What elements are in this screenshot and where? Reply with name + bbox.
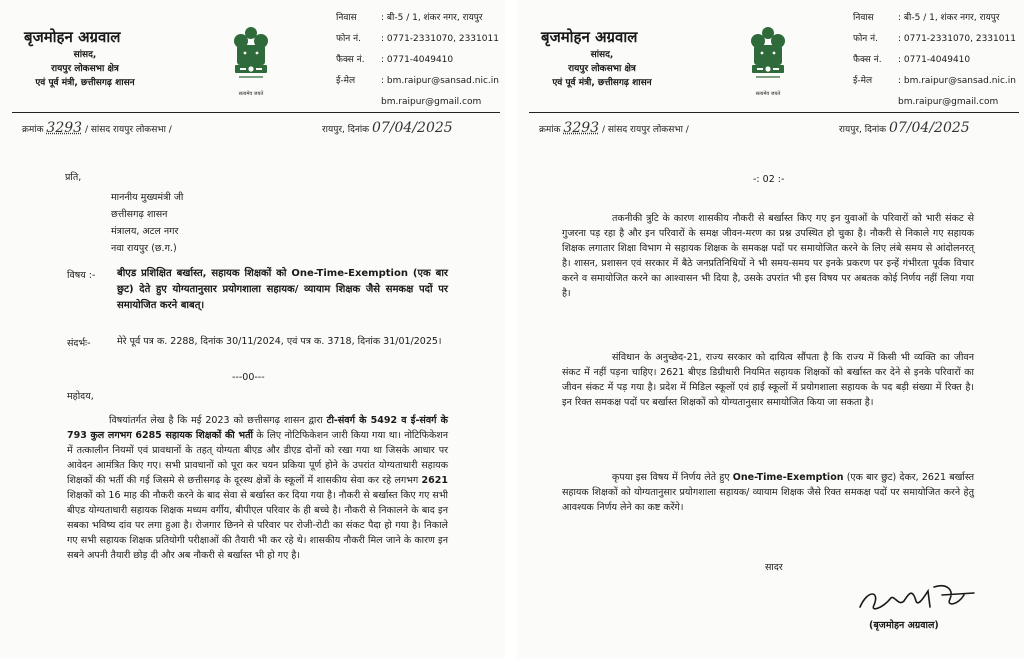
- letterhead-divider: [12, 112, 500, 113]
- email-value: : bm.raipur@sansad.nic.in: [898, 76, 1016, 86]
- reference-number: 3293: [563, 120, 600, 136]
- subject-text: बीएड प्रशिक्षित बर्खास्त, सहायक शिक्षकों को One-Time-Exemption (एक बार छुट) देते हुए योग्यतानुसार प्रयोगशाला सहायक/ व्यायाम शिक्षक जैसे समकक्ष पदों पर समायोजित करने बाबत्।: [117, 268, 448, 311]
- email-value-2: bm.raipur@gmail.com: [381, 97, 482, 107]
- reference-label: क्रमांक: [22, 125, 44, 135]
- address-value: : बी-5 / 1, शंकर नगर, रायपुर: [898, 13, 1000, 23]
- sender-constituency: रायपुर लोकसभा क्षेत्र: [568, 64, 636, 74]
- salutation: महोदय,: [67, 391, 94, 402]
- date-label: रायपुर, दिनांक: [839, 125, 887, 135]
- email-label: ई-मेल: [853, 76, 873, 86]
- body-text-c: के लिए नोटिफिकेशन जारी किया गया था। नोटिफिकेशन में तत्कालीन नियमों एवं प्रावधानों के तहत् योग्यता बीएड और डीएड दोनों को रखा गया था जिसके आधार पर आवेदन आमंत्रित किए गए। सभी प्रावधानों को पूरा कर चयन प्रकिया पूर्ण होने के उपरांत योग्यताधारी सहायक शिक्षकों की भर्ती की गई जिसमे से छत्तीसगढ़ के दूरस्थ क्षेत्रों के स्कूलों में शासकीय सेवा कर रहे लगभग: [67, 430, 448, 486]
- prati-label: प्रति,: [65, 172, 82, 183]
- date-label: रायपुर, दिनांक: [322, 125, 370, 135]
- reference-office: / सांसद रायपुर लोकसभा /: [601, 125, 689, 135]
- body-paragraph: [67, 413, 448, 563]
- reference-context-label: संदर्भः-: [67, 338, 91, 349]
- phone-value: : 0771-2331070, 2331011: [381, 34, 499, 44]
- date-value: 07/04/2025: [371, 120, 453, 136]
- handwritten-signature: [854, 577, 984, 621]
- sender-former-post: एवं पूर्व मंत्री, छत्तीसगढ़ शासन: [35, 78, 135, 88]
- reference-label: क्रमांक: [539, 125, 561, 135]
- page-number: -: 02 :-: [753, 174, 785, 185]
- contact-block: [853, 8, 1016, 113]
- sender-name: बृजमोहन अग्रवाल: [24, 28, 121, 46]
- letter-page-1: [0, 0, 505, 659]
- body-text-a: विषयांतर्गत लेख है कि मई 2023 को छत्तीसगढ़ शासन द्वारा: [109, 415, 323, 426]
- email-label: ई-मेल: [336, 76, 356, 86]
- reference-office: / सांसद रायपुर लोकसभा /: [84, 125, 172, 135]
- email-value: : bm.raipur@sansad.nic.in: [381, 76, 499, 86]
- address-label: निवास: [336, 13, 357, 23]
- address-label: निवास: [853, 13, 874, 23]
- date-value: 07/04/2025: [888, 120, 970, 136]
- page2-paragraph-1: तकनीकी त्रुटि के कारण शासकीय नौकरी से बर्खास्त किए गए इन युवाओं के परिवारों को भारी संकट से गुजरना पड़ रहा है और इन परिवारों के समक्ष जीवन-मरण का प्रश्न उपस्थित हो चुका है। नौकरी से निकाले गए सहायक शिक्षक लगातार शिक्षा विभाग मे सहायक शिक्षक के समकक्ष पदों पर समायोजित करने के लिए लंबे समय से आंदोलनरत् है। शासन, प्रशासन एवं सरकार में बैठे जनप्रतिनिधियों ने भी समय-समय पर इनके प्रकरण पर इन्हें गंभीरता पूर्वक विचार करने व समायोजित करने का आश्वासन भी दिया है, उसके उपरांत भी इस विषय पर अबतक कोई निर्णय नहीं लिया गया है।: [562, 213, 974, 299]
- sender-title: सांसद,: [590, 50, 614, 60]
- phone-label: फोन नं.: [336, 34, 361, 44]
- sender-former-post: एवं पूर्व मंत्री, छत्तीसगढ़ शासन: [552, 78, 652, 88]
- sender-name: बृजमोहन अग्रवाल: [541, 28, 638, 46]
- fax-label: फैक्स नं.: [853, 55, 882, 65]
- address-value: : बी-5 / 1, शंकर नगर, रायपुर: [381, 13, 483, 23]
- date-line: [322, 120, 453, 136]
- subject-label: विषय :-: [67, 270, 96, 281]
- body-text-e: शिक्षकों को 16 माह की नौकरी करने के बाद सेवा से बर्खास्त कर दिया गया है। नौकरी से बर्खास्त किए गए सभी बीएड योग्यताधारी सहायक शिक्षक मध्यम वर्गीय, बीपीएल परिवार के ही बच्चे है। नौकरी से निकालने के बाद इन सबका भविष्य दांव पर लगा हुआ है। रोजगार छिनने से परिवार पर रोजी-रोटी का संकट पैदा हो गया है। निकाले गए सभी सहायक शिक्षक प्रतियोगी परीक्षाओं की तैयारी भी कर रहे थे। शासकीय नौकरी मिल जाने के कारण इन सबने अपनी तैयारी छोड़ दी और अब नौकरी से बर्खास्त भी हो गए है।: [67, 490, 448, 561]
- phone-value: : 0771-2331070, 2331011: [898, 34, 1016, 44]
- letter-page-2: [517, 0, 1024, 659]
- body-text-bold-recruitment: टी-संवर्ग के 5492 व ई-संवर्ग के 793 कुल लगभग 6285 सहायक शिक्षकों की भर्ती: [67, 415, 448, 441]
- signatory-name: (बृजमोहन अग्रवाल): [869, 620, 939, 631]
- sender-constituency: रायपुर लोकसभा क्षेत्र: [51, 64, 119, 74]
- addressee-line-2: छत्तीसगढ़ शासन: [111, 209, 168, 220]
- email-value-2: bm.raipur@gmail.com: [898, 97, 999, 107]
- page2-paragraph-3: [562, 470, 974, 515]
- addressee-line-1: माननीय मुख्यमंत्री जी: [111, 192, 184, 203]
- closing: सादर: [765, 562, 783, 573]
- letterhead-divider: [529, 112, 1019, 113]
- sender-title: सांसद,: [73, 50, 97, 60]
- reference-line: [22, 120, 172, 136]
- emblem-caption: सत्यमेव जयते: [755, 91, 781, 97]
- para3-text-a: कृपया इस विषय में निर्णय लेते हुए: [612, 472, 730, 483]
- fax-value: : 0771-4049410: [898, 55, 971, 65]
- date-line: [839, 120, 970, 136]
- addressee-line-3: मंत्रालय, अटल नगर: [111, 226, 179, 237]
- reference-context-text: मेरे पूर्व पत्र क. 2288, दिनांक 30/11/2024, एवं पत्र क. 3718, दिनांक 31/01/2025।: [117, 336, 442, 347]
- para3-bold-exemption: One-Time-Exemption: [732, 472, 844, 483]
- contact-block: [336, 8, 499, 113]
- page-gutter: [505, 0, 517, 659]
- reference-number: 3293: [46, 120, 83, 136]
- body-text-bold-count: 2621: [421, 475, 448, 486]
- para3-text-c: (एक बार छुट) देकर, 2621 बर्खास्त सहायक शिक्षकों को योग्यतानुसार प्रयोगशाला सहायक/ व्यायाम शिक्षक जैसे रिक्त समकक्ष पदों पर समायोजित करने हेतु आवश्यक निर्णय लेने का कष्ट करेंगे।: [562, 472, 975, 513]
- fax-value: : 0771-4049410: [381, 55, 454, 65]
- page2-paragraph-2: संविधान के अनुच्छेद-21, राज्य सरकार को दायित्व सौंपता है कि राज्य में किसी भी व्यक्ति का जीवन संकट में नहीं पड़ना चाहिए। 2621 बीएड डिग्रीधारी नियमित सहायक शिक्षकों को बर्खास्त कर देने से इनके परिवारों का जीवन संकट में पड़ गया है। प्रदेश में मिडिल स्कूलों एवं हाई स्कूलों में प्रयोगशाला सहायक के पद बड़ी संख्या में रिक्त है। इन रिक्त समकक्ष पदों पर बर्खास्त शिक्षकों को योग्यतानुसार समायोजित किया जा सकता है।: [562, 352, 974, 408]
- national-emblem-icon: [748, 25, 788, 97]
- emblem-caption: सत्यमेव जयते: [238, 91, 264, 97]
- reference-line: [539, 120, 689, 136]
- separator: ---00---: [232, 372, 265, 383]
- addressee-line-4: नवा रायपुर (छ.ग.): [111, 243, 177, 254]
- fax-label: फैक्स नं.: [336, 55, 365, 65]
- national-emblem-icon: [231, 25, 271, 97]
- phone-label: फोन नं.: [853, 34, 878, 44]
